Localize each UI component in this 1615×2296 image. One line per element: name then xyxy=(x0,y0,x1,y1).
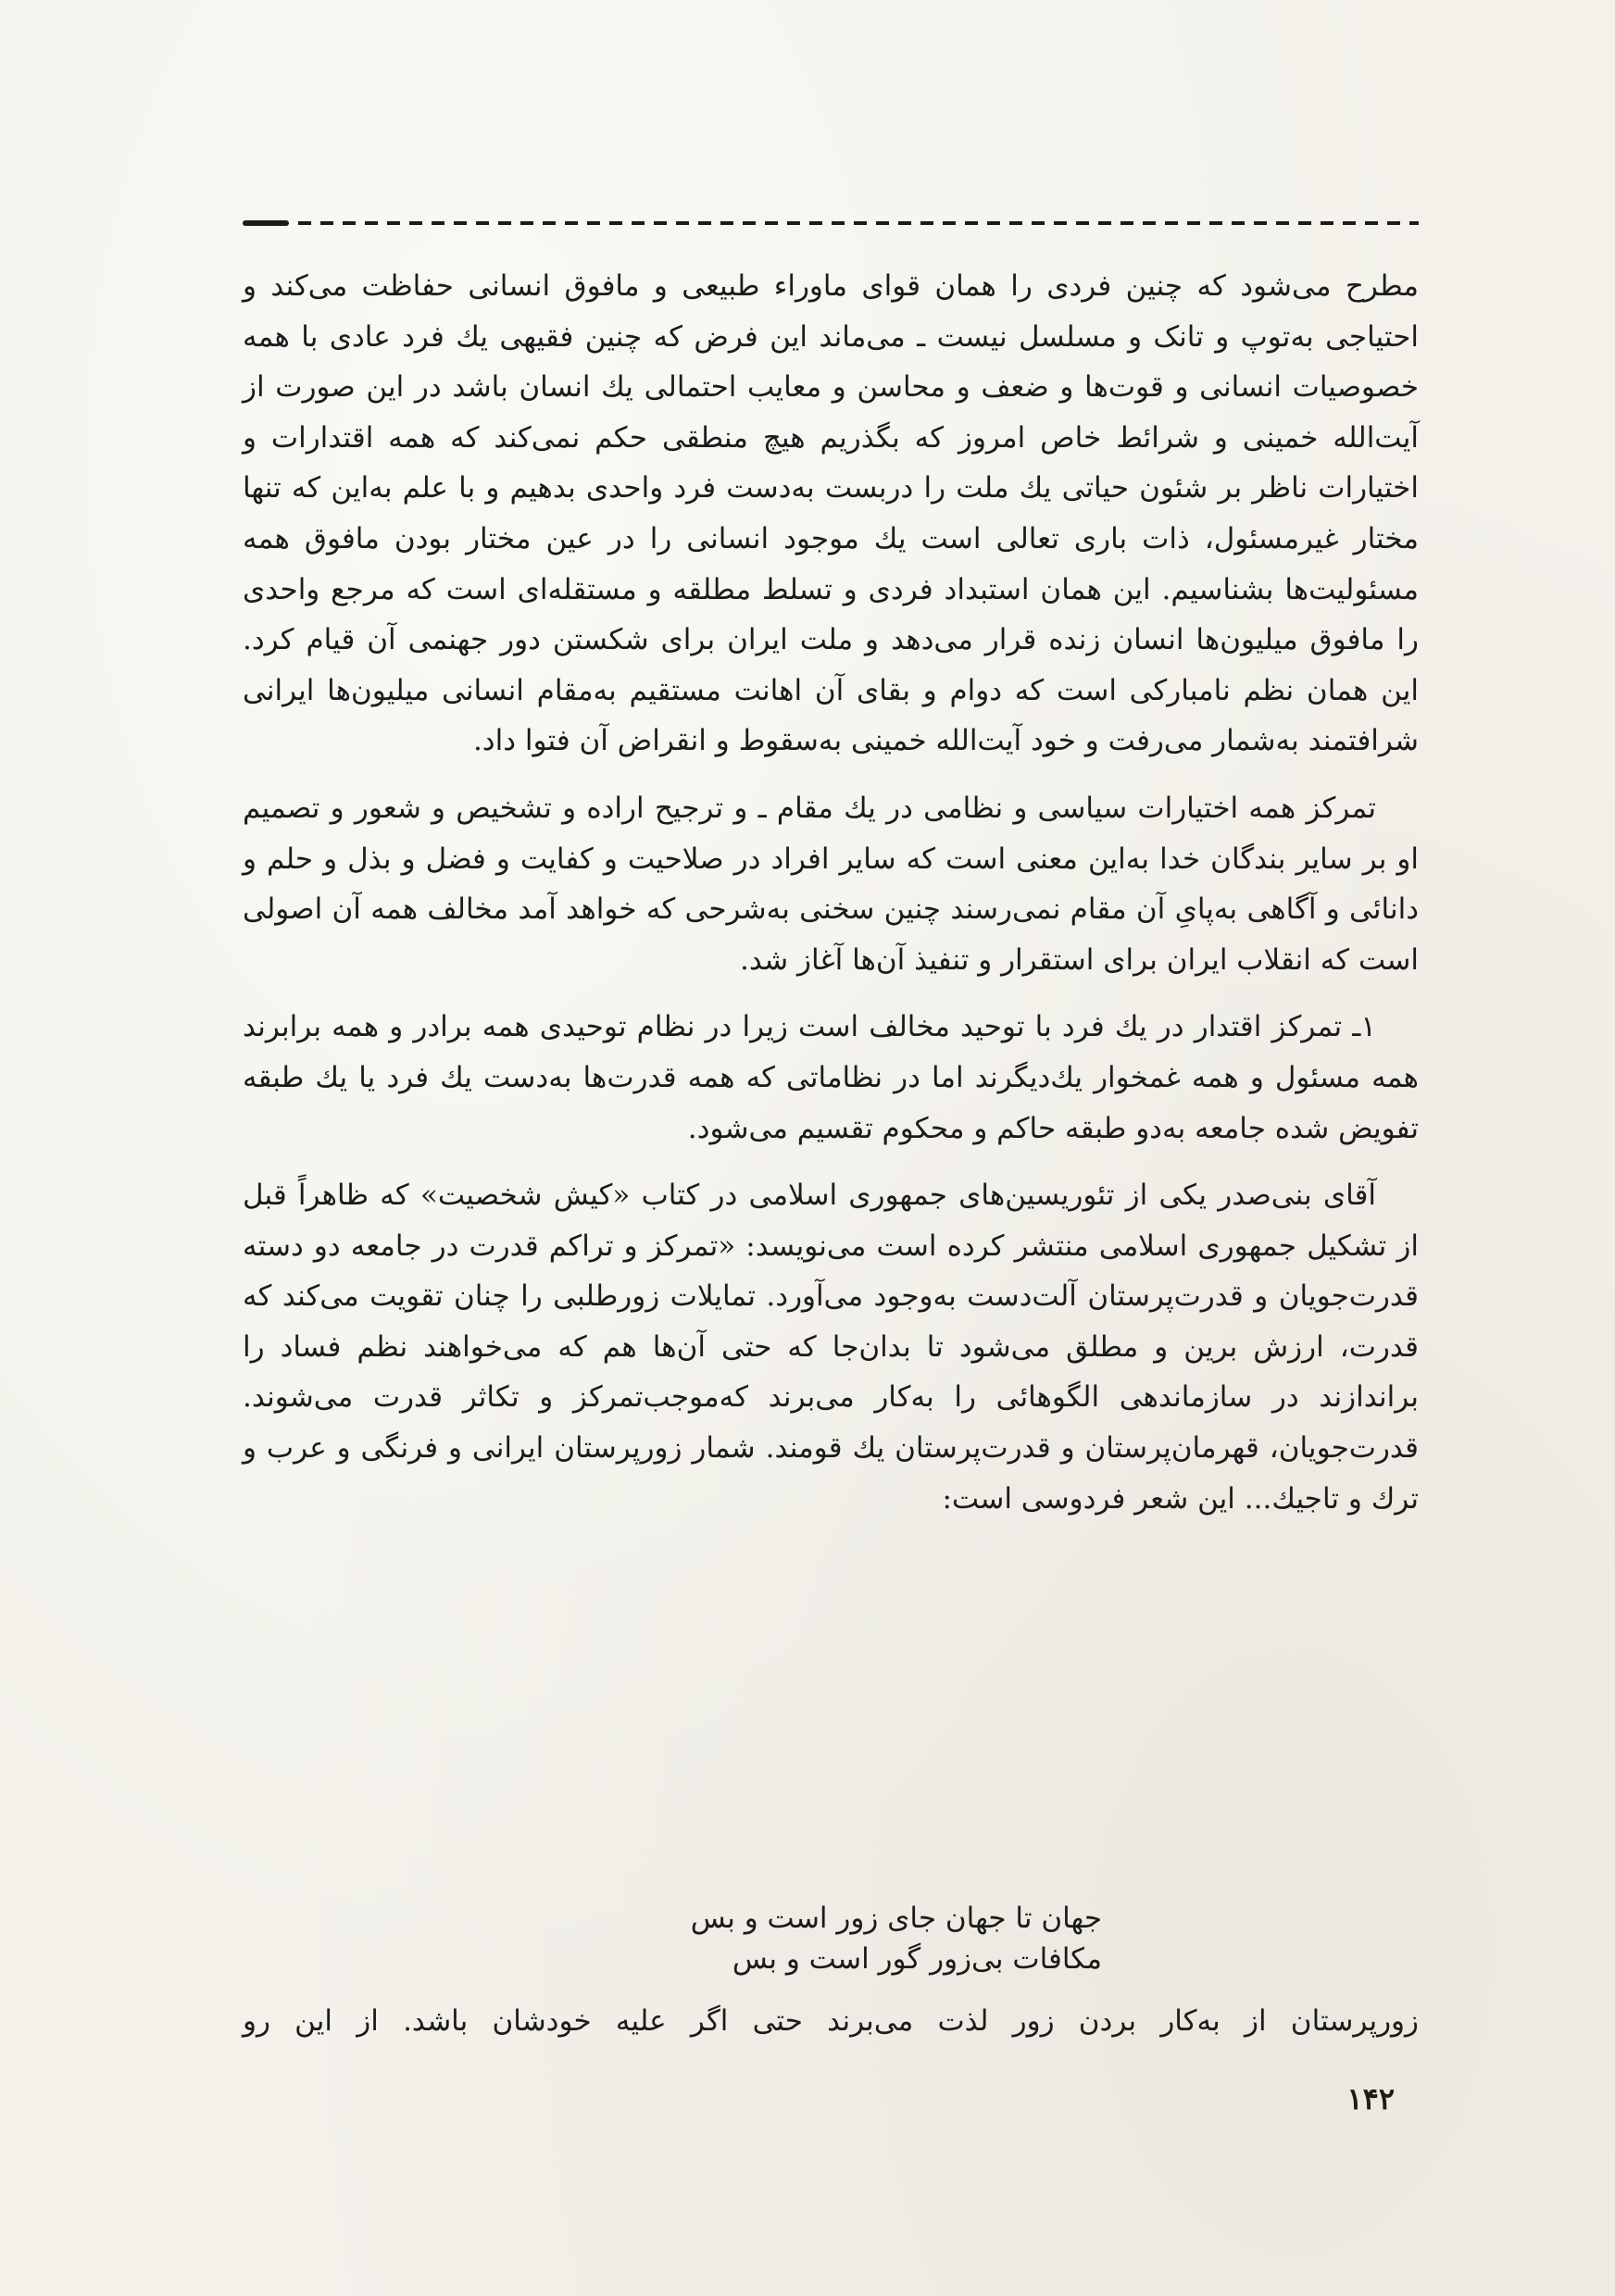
rule-dash xyxy=(1321,221,1333,225)
rule-dash xyxy=(365,221,378,225)
rule-dash xyxy=(1098,221,1111,225)
rule-dash xyxy=(765,221,778,225)
rule-dash xyxy=(320,221,333,225)
paragraph-1: مطرح می‌شود که چنین فردی را همان قوای ماوراء طبیعی و مافوق انسانی حفاظت می‌کند و احتیاجی به‌توپ و تانک و مسلسل نیست ـ می‌ماند این فرض که چنین فقیهی یك فرد عادی با همه خصوصیات انسانی و قوت‌ها و ضعف و محاسن و معایب احتمالی یك انسان باشد در این صورت از آیت‌الله خمینی و شرائط خاص امروز که بگذریم هیچ منطقی حکم نمی‌کند که همه اقتدارات و اختیارات ناظر بر شئون حیاتی یك ملت را دربست به‌دست فرد واحدی بدهیم و با علم به‌این که تنها مختار غیرمسئول، ذات باری تعالی است یك موجود انسانی را در عین مختار بودن مافوق همه مسئولیت‌ها بشناسیم. این همان استبداد فردی و تسلط مطلقه و مستقله‌ای است که مرجع واحدی را مافوق میلیون‌ها انسان زنده قرار می‌دهد و ملت ایران برای شکستن دور جهنمی آن قیام کرد. این همان نظم نامبارکی است که دوام و بقای آن اهانت مستقیم به‌مقام انسانی میلیون‌ها ایرانی شرافتمند به‌شمار می‌رفت و خود آیت‌الله خمینی به‌سقوط و انقراض آن فتوا داد. xyxy=(243,269,1419,758)
rule-dash xyxy=(854,221,867,225)
rule-dash xyxy=(943,221,956,225)
rule-dash xyxy=(565,221,578,225)
body-text xyxy=(243,261,1419,1541)
rule-dash xyxy=(965,221,978,225)
rule-dash xyxy=(543,221,556,225)
rule-dash xyxy=(1209,221,1222,225)
rule-dash xyxy=(476,221,489,225)
rule-dash xyxy=(454,221,467,225)
rule-dash xyxy=(720,221,733,225)
rule-dash xyxy=(920,221,933,225)
page-number: ۱۴۲ xyxy=(1346,2081,1395,2116)
rule-dash xyxy=(832,221,845,225)
rule-dash xyxy=(1009,221,1022,225)
rule-dash xyxy=(1143,221,1156,225)
rule-dash xyxy=(654,221,667,225)
rule-dash xyxy=(298,221,311,225)
rule-dash xyxy=(520,221,533,225)
rule-dash xyxy=(698,221,711,225)
paragraph-3: ۱ـ تمرکز اقتدار در یك فرد با توحید مخالف است زیرا در نظام توحیدی همه برادر و همه برابرند همه مسئول و همه غمخوار یك‌دیگرند اما در نظاماتی که همه قدرت‌ها به‌دست یك فرد یا یك طبقه تفویض شده جامعه به‌دو طبقه حاکم و محکوم تقسیم می‌شود. xyxy=(243,1010,1419,1145)
header-dashed-rule xyxy=(243,218,1419,228)
rule-dash xyxy=(898,221,911,225)
rule-dash xyxy=(1409,221,1419,225)
poem-verse xyxy=(243,1898,1419,1979)
rule-dash xyxy=(587,221,600,225)
rule-dash xyxy=(1365,221,1378,225)
rule-dash xyxy=(387,221,400,225)
rule-dash xyxy=(1054,221,1067,225)
rule-dash xyxy=(409,221,422,225)
rule-dash xyxy=(1387,221,1400,225)
rule-dash xyxy=(1298,221,1311,225)
paragraph-2: تمرکز همه اختیارات سیاسی و نظامی در یك مقام ـ و ترجیح اراده و تشخیص و شعور و تصمیم او بر سایر بندگان خدا به‌این معنی است که سایر افراد در صلاحیت و کفایت و فضل و بذل و حلم و دانائی و آگاهی به‌پایِ آن مقام نمی‌رسند چنین سخنی به‌شرحی که خواهد آمد مخالف همه آن اصولی است که انقلاب ایران برای استقرار و تنفیذ آن‌ها آغاز شد. xyxy=(243,791,1419,977)
rule-dash xyxy=(1165,221,1178,225)
rule-dash xyxy=(632,221,645,225)
rule-dash xyxy=(787,221,800,225)
rule-dash xyxy=(498,221,511,225)
verse-line-1: جهان تا جهان جای زور است و بس xyxy=(690,1902,1102,1935)
rule-dash xyxy=(1343,221,1356,225)
rule-dash xyxy=(343,221,356,225)
closing-line: زورپرستان از به‌کار بردن زور لذت می‌برند حتی اگر علیه خودشان باشد. از این رو xyxy=(243,2004,1419,2038)
rule-dash xyxy=(987,221,1000,225)
rule-dash xyxy=(1276,221,1289,225)
rule-dash xyxy=(1187,221,1200,225)
verse-line-2: مکافات بی‌زور گور است و بس xyxy=(732,1942,1102,1976)
dashed-rule-graphic xyxy=(243,218,1419,228)
rule-dash xyxy=(609,221,622,225)
rule-dash xyxy=(676,221,689,225)
rule-dash xyxy=(432,221,444,225)
rule-dash xyxy=(1120,221,1133,225)
rule-dash xyxy=(876,221,889,225)
rule-dash xyxy=(1076,221,1089,225)
rule-dash xyxy=(1032,221,1045,225)
paragraph-4: آقای بنی‌صدر یکی از تئوریسین‌های جمهوری اسلامی در کتاب «کیش شخصیت» که ظاهراً قبل از تشکیل جمهوری اسلامی منتشر کرده است می‌نویسد: «تمرکز و تراکم قدرت در جامعه دو دسته قدرت‌جویان و قدرت‌پرستان آلت‌دست به‌وجود می‌آورد. تمایلات زورطلبی را چنان تقویت می‌کند که قدرت، ارزش برین و مطلق می‌شود تا بدان‌جا که حتی آن‌ها هم که می‌خواهند نظم فساد را براندازند در سازماندهی الگوهائی را به‌کار می‌برند که‌موجب‌تمرکز و تکاثر قدرت می‌شوند. قدرت‌جویان، قهرمان‌پرستان و قدرت‌پرستان یك قومند. شمار زورپرستان ایرانی و فرنگی و عرب و ترك و تاجیك... این شعر فردوسی است: xyxy=(243,1179,1419,1516)
rule-dash xyxy=(1232,221,1245,225)
rule-dash xyxy=(809,221,822,225)
rule-dash xyxy=(1254,221,1267,225)
rule-dash xyxy=(743,221,756,225)
